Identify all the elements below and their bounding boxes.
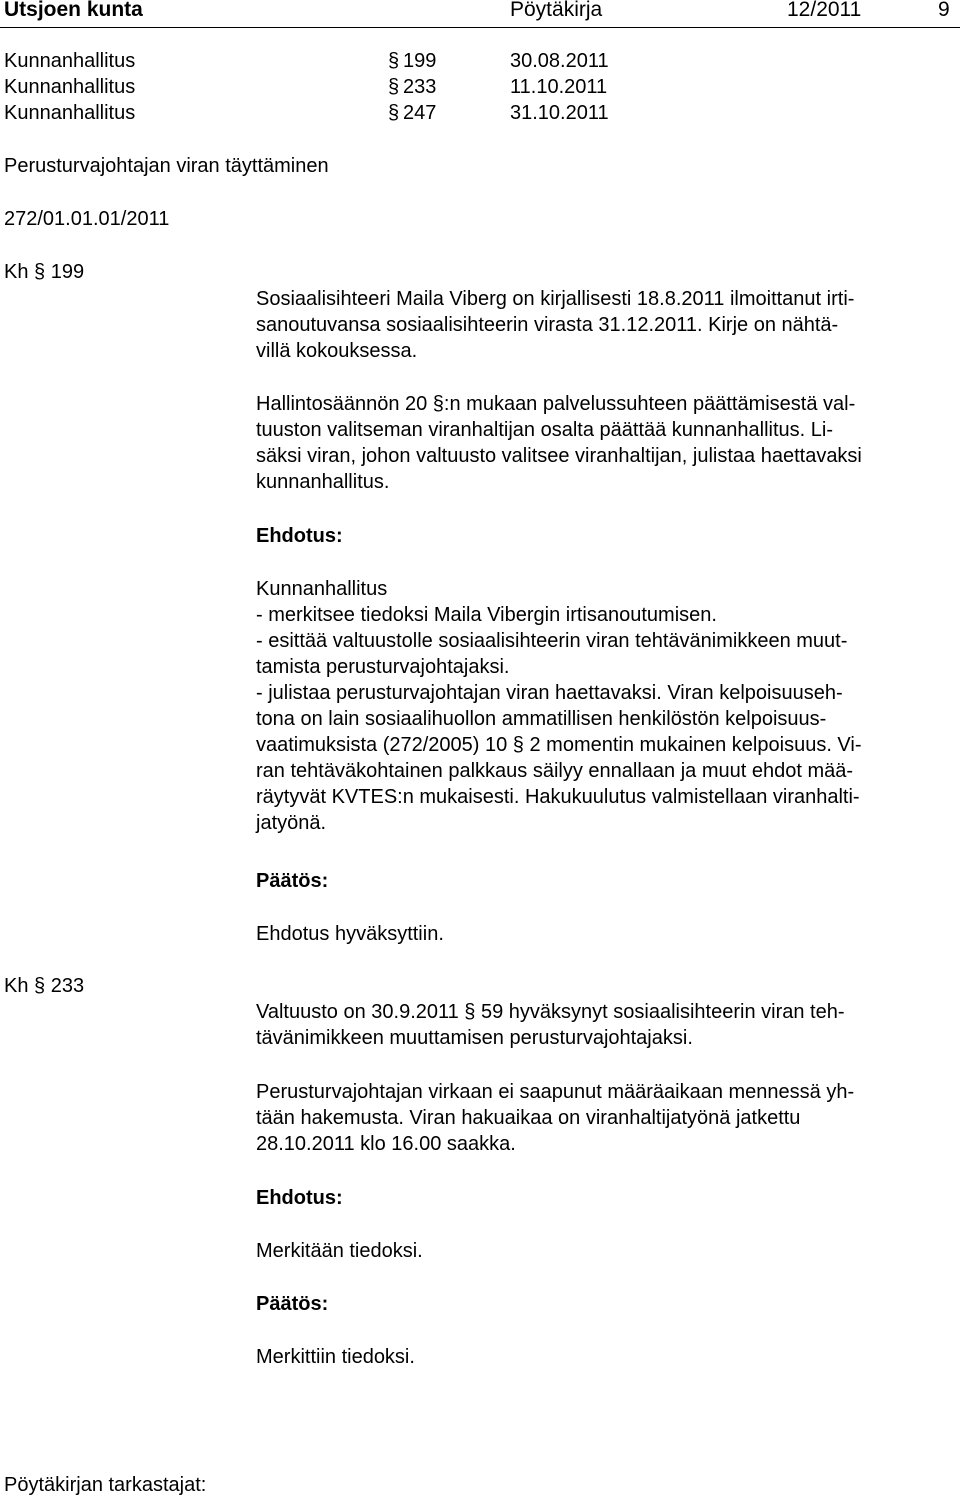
document-number: 12/2011 — [787, 0, 862, 21]
kh233-proposal-heading: Ehdotus: — [256, 1187, 343, 1209]
text-line: - esittää valtuustolle sosiaalisihteerin viran tehtävänimikkeen muut- — [256, 630, 848, 652]
kh199-decision: Ehdotus hyväksyttiin. — [256, 923, 444, 945]
page-header — [0, 0, 960, 28]
kh199-paragraph-2 — [256, 391, 956, 495]
section-label-kh199: Kh § 199 — [4, 261, 85, 283]
document-type: Pöytäkirja — [510, 0, 603, 21]
text-line: tävänimikkeen muuttamisen perusturvajohtajaksi. — [256, 1027, 693, 1049]
text-line: vaatimuksista (272/2005) 10 § 2 momentin mukainen kelpoisuus. Vi- — [256, 734, 862, 756]
text-line: tona on lain sosiaalihuollon ammatillisen henkilöstön kelpoisuus- — [256, 708, 827, 730]
text-line: Sosiaalisihteeri Maila Viberg on kirjallisesti 18.8.2011 ilmoittanut irti- — [256, 288, 855, 310]
kh233-paragraph-1 — [256, 999, 956, 1051]
text-line: jatyönä. — [256, 812, 327, 834]
paragraph-sign: § — [388, 50, 400, 72]
municipality-name: Utsjoen kunta — [4, 0, 143, 21]
kh199-decision-heading: Päätös: — [256, 870, 329, 892]
meeting-date: 30.08.2011 — [510, 50, 609, 72]
text-line: sanoutuvansa sosiaalisihteerin virasta 31.12.2011. Kirje on nähtä- — [256, 314, 839, 336]
kh199-proposal — [256, 576, 956, 836]
kh233-decision: Merkittiin tiedoksi. — [256, 1346, 415, 1368]
text-line: villä kokouksessa. — [256, 340, 418, 362]
text-line: Valtuusto on 30.9.2011 § 59 hyväksynyt sosiaalisihteerin viran teh- — [256, 1001, 845, 1023]
kh233-proposal: Merkitään tiedoksi. — [256, 1240, 423, 1262]
kh199-proposal-heading: Ehdotus: — [256, 525, 343, 547]
text-line: - julistaa perusturvajohtajan viran haettavaksi. Viran kelpoisuuseh- — [256, 682, 843, 704]
meeting-body: Kunnanhallitus — [4, 50, 136, 72]
text-line: säksi viran, johon valtuusto valitsee viranhaltijan, julistaa haettavaksi — [256, 445, 862, 467]
text-line: ran tehtäväkohtainen palkkaus säilyy ennallaan ja muut ehdot mää- — [256, 760, 854, 782]
inspectors-label: Pöytäkirjan tarkastajat: — [4, 1474, 207, 1496]
paragraph-sign: § — [388, 76, 400, 98]
text-line: Hallintosäännön 20 §:n mukaan palvelussuhteen päättämisestä val- — [256, 393, 856, 415]
meeting-paragraph-number: 247 — [403, 102, 437, 124]
meeting-paragraph-number: 233 — [403, 76, 437, 98]
text-line: Kunnanhallitus — [256, 578, 388, 600]
meeting-date: 31.10.2011 — [510, 102, 609, 124]
meeting-body: Kunnanhallitus — [4, 102, 136, 124]
meeting-paragraph-number: 199 — [403, 50, 437, 72]
diary-number: 272/01.01.01/2011 — [4, 208, 170, 230]
kh199-paragraph-1 — [256, 286, 956, 364]
page-number: 9 — [938, 0, 950, 21]
text-line: kunnanhallitus. — [256, 471, 390, 493]
text-line: tään hakemusta. Viran hakuaikaa on viranhaltijatyönä jatkettu — [256, 1107, 801, 1129]
meeting-body: Kunnanhallitus — [4, 76, 136, 98]
kh233-paragraph-2 — [256, 1079, 956, 1157]
section-label-kh233: Kh § 233 — [4, 975, 85, 997]
item-title: Perusturvajohtajan viran täyttäminen — [4, 155, 329, 177]
kh233-decision-heading: Päätös: — [256, 1293, 329, 1315]
paragraph-sign: § — [388, 102, 400, 124]
text-line: tuuston valitseman viranhaltijan osalta päättää kunnanhallitus. Li- — [256, 419, 834, 441]
text-line: - merkitsee tiedoksi Maila Vibergin irtisanoutumisen. — [256, 604, 717, 626]
text-line: räytyvät KVTES:n mukaisesti. Hakukuulutus valmistellaan viranhalti- — [256, 786, 860, 808]
text-line: 28.10.2011 klo 16.00 saakka. — [256, 1133, 516, 1155]
text-line: tamista perusturvajohtajaksi. — [256, 656, 510, 678]
text-line: Perusturvajohtajan virkaan ei saapunut määräaikaan mennessä yh- — [256, 1081, 855, 1103]
meeting-date: 11.10.2011 — [510, 76, 608, 98]
